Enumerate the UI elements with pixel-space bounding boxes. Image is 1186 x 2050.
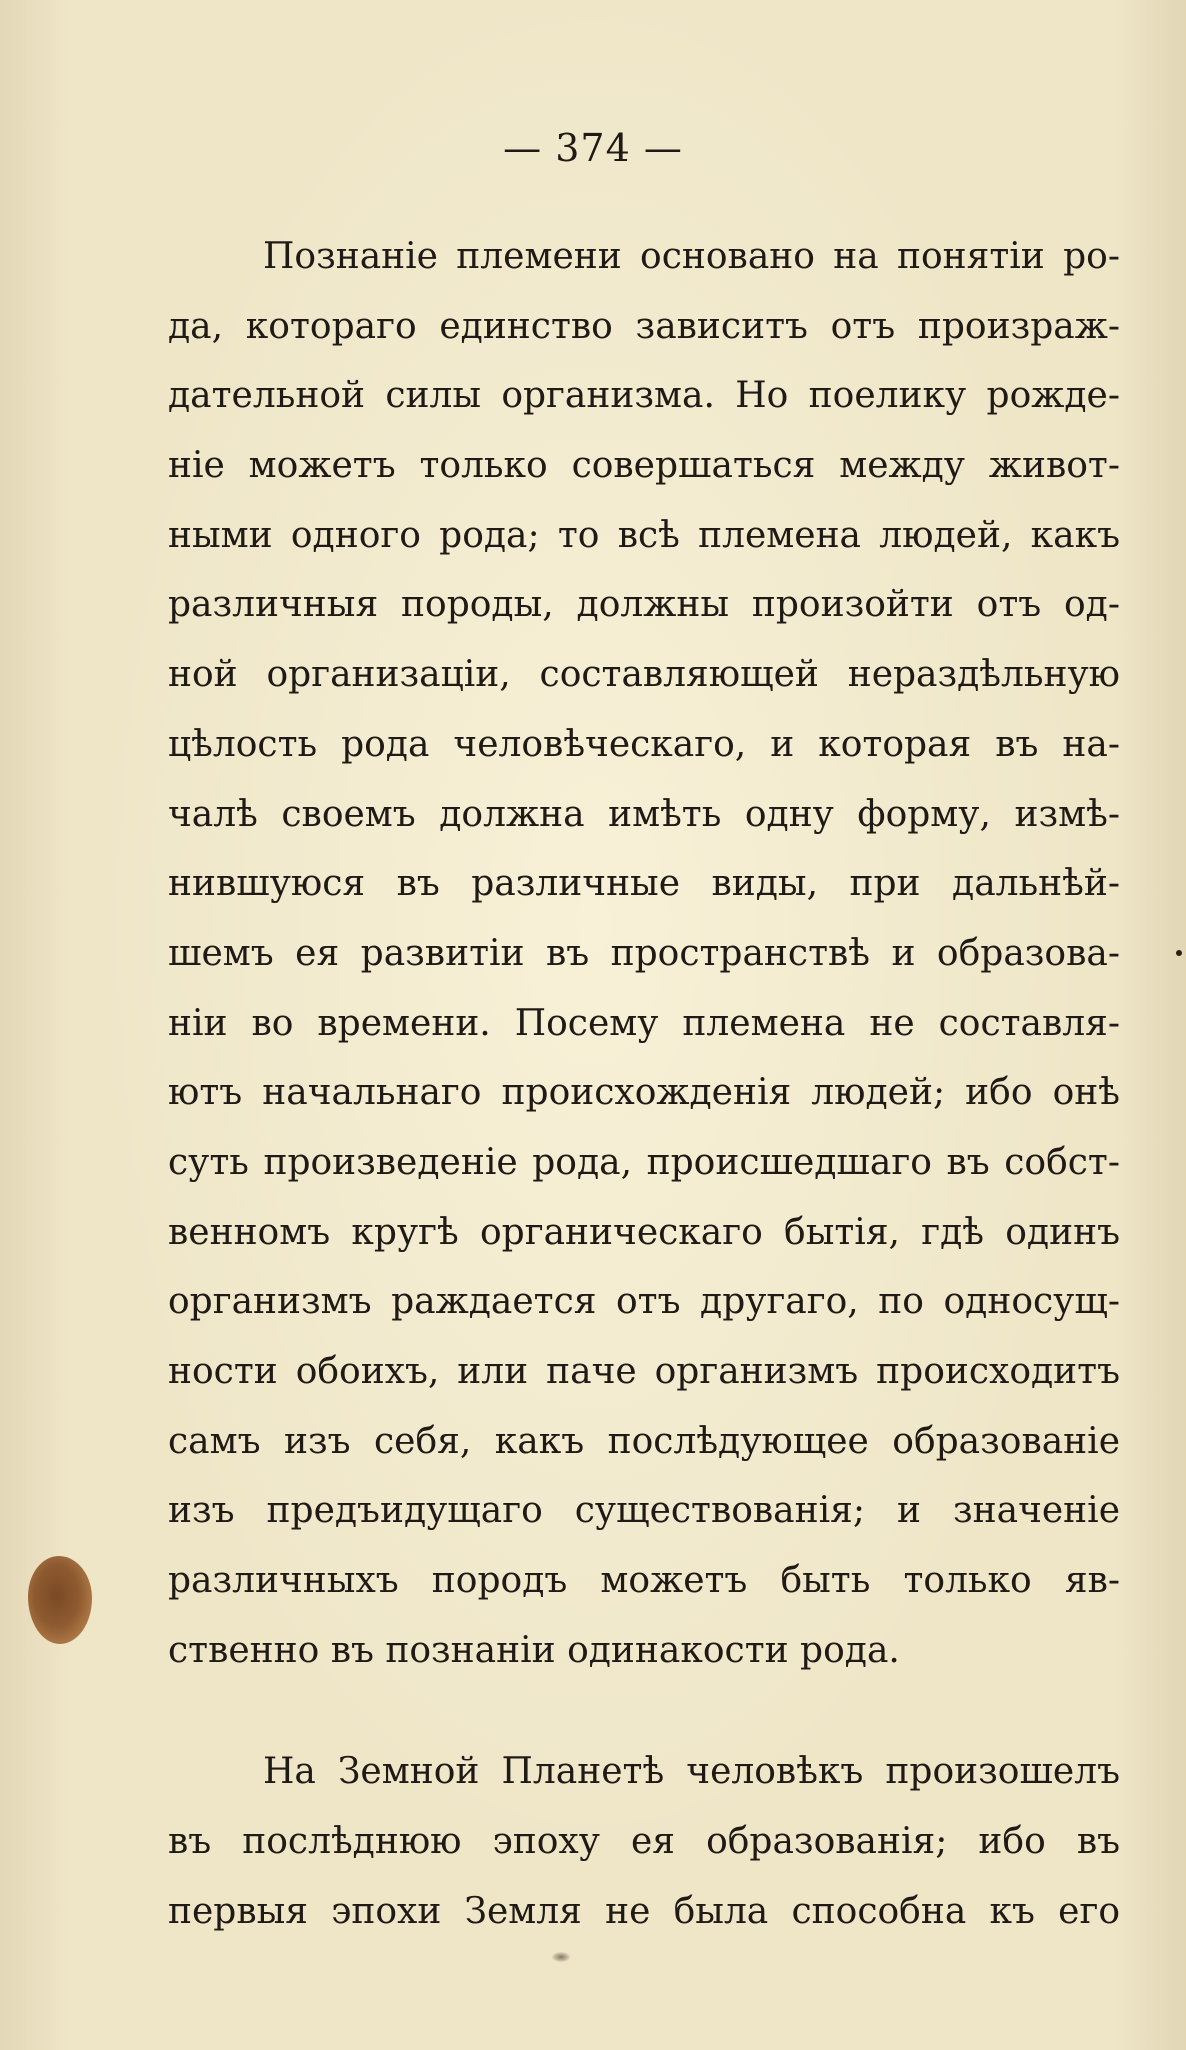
text-line: ніи во времени. Посему племена не составля- — [168, 1002, 1120, 1044]
text-line: организмъ раждается отъ другаго, по односущ- — [168, 1281, 1120, 1323]
text-line: изъ предъидущаго существованія; и значеніе — [168, 1490, 1120, 1532]
text-line: ніе можетъ только совершаться между живот- — [168, 445, 1120, 487]
text-line: первыя эпохи Земля не была способна къ его — [168, 1890, 1120, 1932]
text-line: ности обоихъ, или паче организмъ происходитъ — [168, 1351, 1120, 1392]
paper-stain — [28, 1556, 92, 1644]
page-number: — 374 — — [503, 126, 683, 170]
ink-smudge — [552, 1952, 570, 1962]
text-line: нившуюся въ различные виды, при дальнѣй- — [168, 863, 1120, 905]
text-line: суть произведеніе рода, происшедшаго въ собст- — [168, 1141, 1120, 1183]
text-line: различныхъ породъ можетъ быть только яв- — [168, 1560, 1120, 1602]
text-line: ной организаціи, составляющей нераздѣльную — [168, 654, 1120, 696]
text-line: чалѣ своемъ должна имѣть одну форму, измѣ- — [168, 793, 1120, 835]
paragraph-gap — [168, 1685, 1120, 1737]
text-line: венномъ кругѣ органическаго бытія, гдѣ одинъ — [168, 1211, 1120, 1253]
text-line: цѣлость рода человѣческаго, и которая въ на- — [168, 723, 1120, 765]
text-line: различныя породы, должны произойти отъ од- — [168, 584, 1120, 626]
text-line: да, котораго единство зависитъ отъ произраж- — [168, 305, 1120, 347]
text-line: самъ изъ себя, какъ послѣдующее образованіе — [168, 1420, 1120, 1462]
text-line: На Земной Планетѣ человѣкъ произошелъ — [263, 1751, 1120, 1793]
text-line: ственно въ познаніи одинакости рода. — [168, 1629, 900, 1671]
paragraph-1 — [168, 222, 1120, 1685]
text-line: Познаніе племени основано на понятіи ро- — [263, 236, 1120, 277]
ink-dot — [1176, 950, 1182, 956]
text-line: въ послѣднюю эпоху ея образованія; ибо въ — [168, 1821, 1120, 1863]
text-line: ютъ начальнаго происхожденія людей; ибо онѣ — [168, 1072, 1120, 1114]
text-block — [168, 222, 1120, 1947]
text-line: дательной силы организма. Но поелику рожде- — [168, 375, 1120, 417]
paragraph-2 — [168, 1737, 1120, 1946]
text-line: ными одного рода; то всѣ племена людей, какъ — [168, 514, 1120, 556]
text-line: шемъ ея развитіи въ пространствѣ и образова- — [168, 932, 1120, 974]
